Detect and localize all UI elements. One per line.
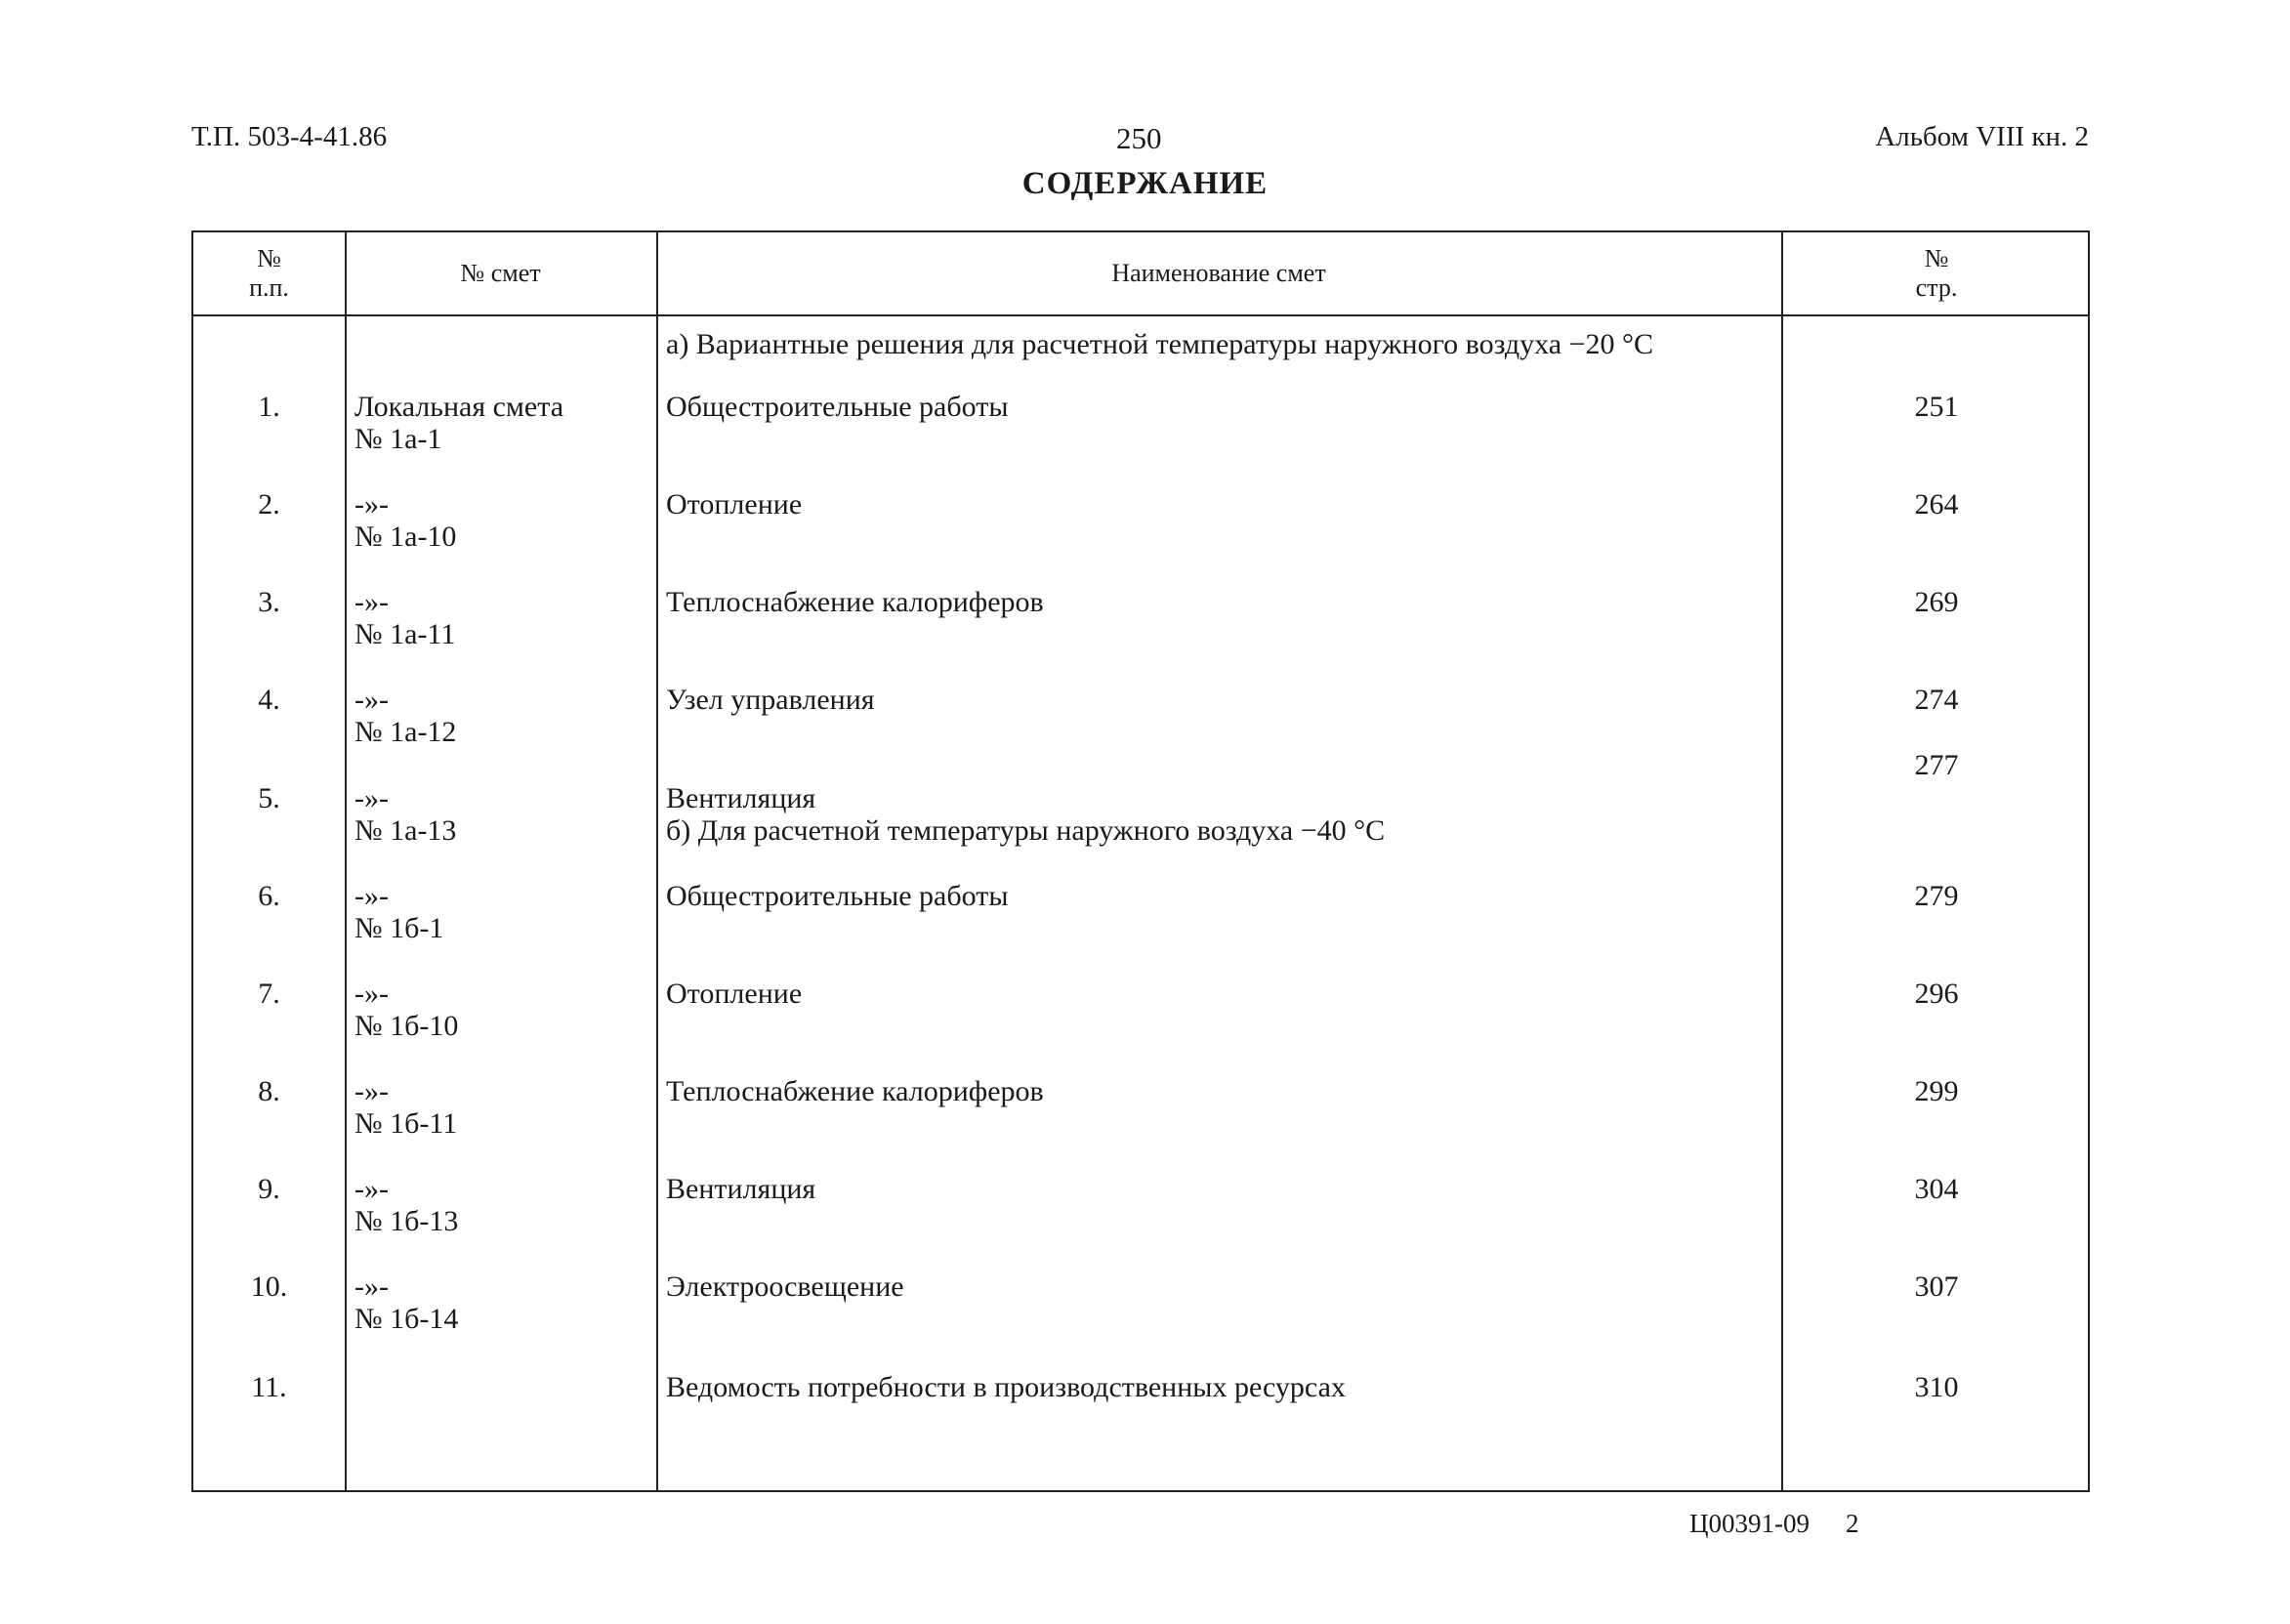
row-estimate-line2: № 1а-12: [354, 716, 457, 748]
column-header-page-line1: №: [1924, 244, 1949, 272]
column-header-name: [656, 232, 1781, 314]
row-estimate-line2: № 1б-14: [354, 1303, 459, 1335]
row-number: 6.: [258, 880, 280, 912]
row-estimate-line2: № 1б-11: [354, 1107, 458, 1140]
header-divider: [193, 314, 2088, 316]
row-page: 299: [1914, 1075, 1959, 1107]
row-number: 1.: [258, 391, 280, 423]
row-page: 307: [1914, 1270, 1959, 1303]
row-name: Теплоснабжение калориферов: [666, 586, 1044, 618]
row-estimate-line1: -»-: [354, 586, 389, 618]
row-number: 3.: [258, 586, 280, 618]
column-divider: [656, 232, 658, 1490]
column-header-page: [1781, 232, 2092, 314]
row-page: 304: [1914, 1173, 1959, 1205]
row-number: 9.: [258, 1173, 280, 1205]
contents-table: [191, 230, 2090, 1492]
footer-sheet-number: 2: [1846, 1509, 1859, 1538]
row-name: Отопление: [666, 978, 803, 1010]
row-estimate-line1: -»-: [354, 1075, 389, 1107]
footer-document-code: Ц00391-09: [1689, 1509, 1810, 1538]
row-number: 5.: [258, 782, 280, 814]
row-estimate-line2: № 1а-11: [354, 618, 456, 650]
album-label: Альбом VIII кн. 2: [1875, 121, 2089, 152]
row-estimate-line2: № 1б-1: [354, 912, 444, 944]
row-number: 10.: [250, 1270, 288, 1303]
row-number: 7.: [258, 978, 280, 1010]
column-divider: [345, 232, 347, 1490]
row-estimate-line1: -»-: [354, 684, 389, 716]
row-estimate-line2: № 1а-10: [354, 521, 457, 553]
page-number: 250: [1116, 121, 1162, 155]
row-number: 4.: [258, 684, 280, 716]
row-name: Вентиляция: [666, 1173, 816, 1205]
page-title: СОДЕРЖАНИЕ: [1021, 166, 1269, 201]
row-estimate-line1: -»-: [354, 782, 389, 814]
row-page: 279: [1914, 880, 1959, 912]
row-name: Электроосвещение: [666, 1270, 904, 1303]
row-name: Ведомость потребности в производственных ресурсах: [666, 1371, 1346, 1403]
row-page: 264: [1914, 488, 1959, 521]
row-name: Общестроительные работы: [666, 880, 1009, 912]
row-estimate-line2: № 1а-1: [354, 423, 442, 455]
row-name: Отопление: [666, 488, 803, 521]
column-header-estimate: [345, 232, 656, 314]
row-number: 11.: [251, 1371, 287, 1403]
column-header-number-line1: №: [257, 244, 281, 272]
column-header-page-line2: стр.: [1915, 273, 1958, 302]
column-header-number: [193, 232, 345, 314]
row-page: 296: [1914, 978, 1959, 1010]
row-page: 274: [1914, 684, 1959, 716]
row-number: 8.: [258, 1075, 280, 1107]
row-estimate-line1: -»-: [354, 488, 389, 521]
row-number: 2.: [258, 488, 280, 521]
row-name: Теплоснабжение калориферов: [666, 1075, 1044, 1107]
row-name: Вентиляция: [666, 782, 816, 814]
section-a-heading: а) Вариантные решения для расчетной температуры наружного воздуха −20 °С: [666, 328, 1654, 360]
row-estimate-line2: № 1а-13: [354, 814, 457, 847]
row-estimate-line2: № 1б-10: [354, 1010, 459, 1042]
column-header-estimate-label: № смет: [460, 259, 541, 287]
row-estimate-line1: -»-: [354, 880, 389, 912]
row-estimate-line2: № 1б-13: [354, 1205, 459, 1237]
document-code: Т.П. 503-4-41.86: [191, 121, 388, 152]
row-estimate-line1: -»-: [354, 978, 389, 1010]
row-page: 269: [1914, 586, 1959, 618]
row-page: 251: [1914, 391, 1959, 423]
column-header-number-line2: п.п.: [249, 273, 289, 302]
row-estimate-line1: Локальная смета: [354, 391, 564, 423]
row-name: Общестроительные работы: [666, 391, 1009, 423]
row-estimate-line1: -»-: [354, 1270, 389, 1303]
row-page: 277: [1914, 749, 1959, 781]
row-estimate-line1: -»-: [354, 1173, 389, 1205]
section-b-heading: б) Для расчетной температуры наружного воздуха −40 °С: [666, 814, 1386, 847]
row-name: Узел управления: [666, 684, 875, 716]
row-page: 310: [1914, 1371, 1959, 1403]
column-header-name-label: Наименование смет: [1111, 259, 1326, 287]
